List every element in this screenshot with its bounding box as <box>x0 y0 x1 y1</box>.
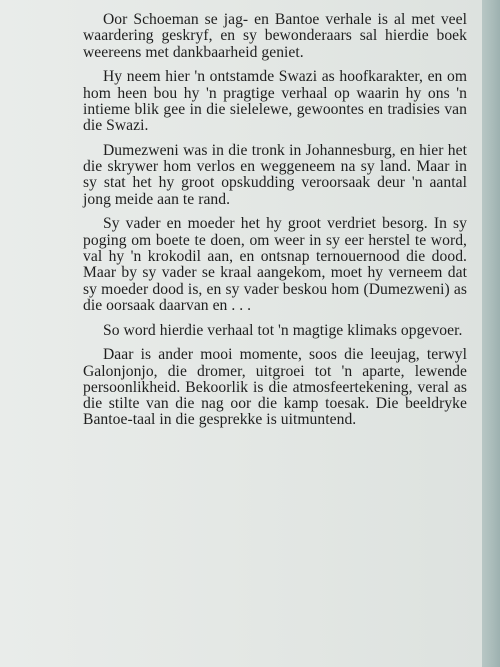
paragraph-6: Daar is ander mooi momente, soos die leeujag, terwyl Galonjonjo, die dromer, uitgroei tot 'n aparte, lewende persoonlikheid. Bekoorlik is die atmosfeertekening, veral as die stilte van die nag oor die kamp toesak. Die beeldryke Bantoe-taal in die gesprekke is uitmuntend. <box>83 346 467 429</box>
paragraph-1: Oor Schoeman se jag- en Bantoe verhale is al met veel waardering geskryf, en sy bewonderaars sal hierdie boek weereens met dankbaarheid geniet. <box>83 11 467 61</box>
body-text <box>83 12 467 429</box>
paragraph-5: So word hierdie verhaal tot 'n magtige klimaks opgevoer. <box>103 321 463 339</box>
paragraph-2: Hy neem hier 'n ontstamde Swazi as hoofkarakter, en om hom heen bou hy 'n pragtige verhaal op waarin hy ons 'n intieme blik gee in die sielelewe, gewoontes en tradisies van die Swazi. <box>83 68 467 135</box>
paragraph-4: Sy vader en moeder het hy groot verdriet besorg. In sy poging om boete te doen, om weer in sy eer herstel te word, val hy 'n krokodil aan, en ontsnap ternouernood die dood. Maar by sy vader se kraal aangekom, moet hy verneem dat sy moeder dood is, en sy vader beskou hom (Dumezweni) as die oorsaak daarvan en . . . <box>83 215 467 314</box>
background-edge <box>482 0 500 667</box>
paragraph-3: Dumezweni was in die tronk in Johannesburg, en hier het die skrywer hom verlos en weggeneem na sy land. Maar in sy stat het hy groot opskudding veroorsaak deur 'n aantal jong meide aan te rand. <box>83 141 467 208</box>
